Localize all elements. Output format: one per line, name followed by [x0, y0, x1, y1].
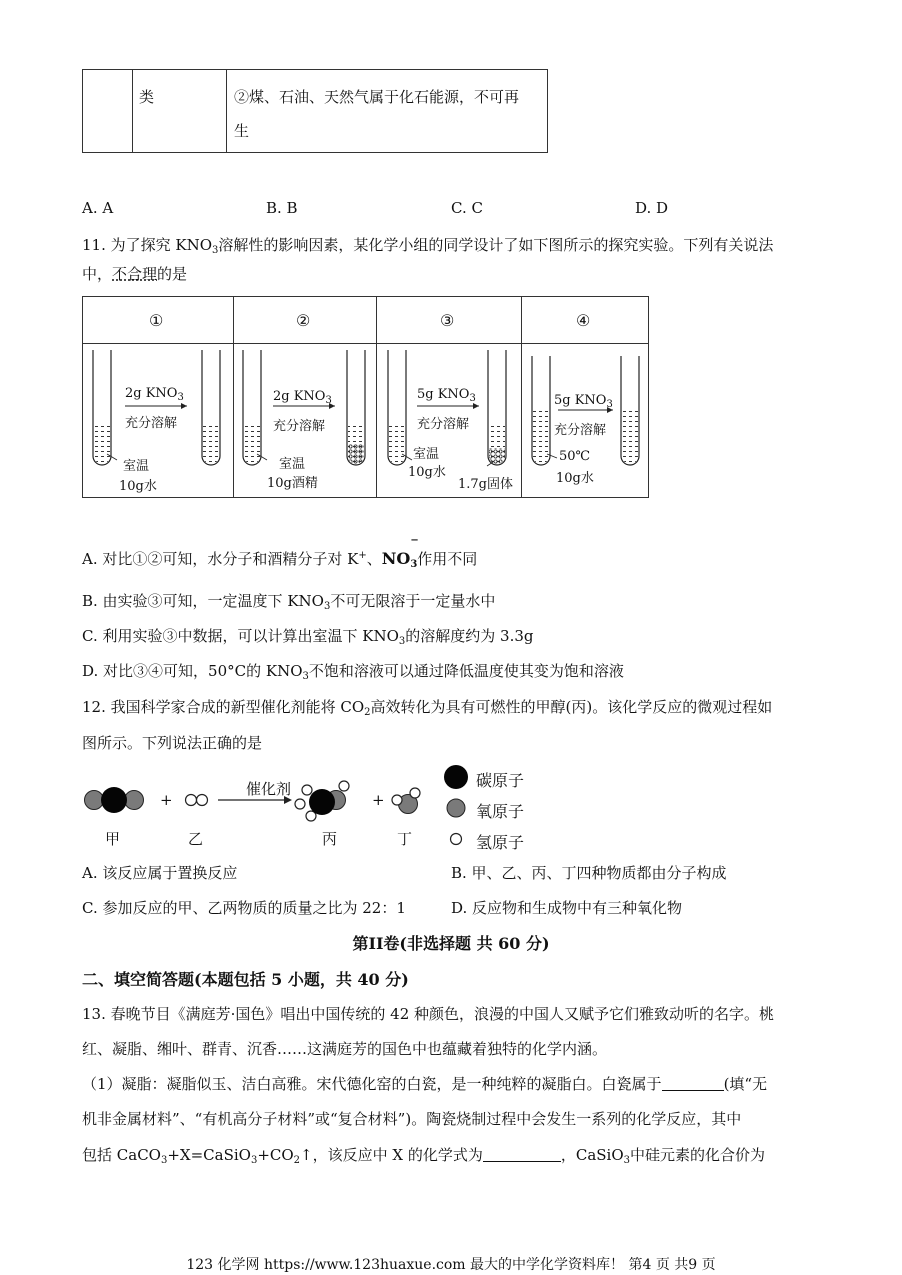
exp-header-3: ③	[440, 311, 455, 330]
top-table	[82, 69, 548, 153]
option-text: D. 对比③④可知，50°C的 KNO	[82, 662, 303, 680]
q13-text: 中硅元素的化合价为	[630, 1146, 766, 1164]
exp-result: 1.7g固体	[458, 477, 513, 492]
oxygen-atom-icon	[447, 799, 465, 817]
option-b[interactable]: B. B	[266, 199, 298, 217]
exp-reagent: 5g $KNO_3$	[554, 393, 613, 410]
test-tube-icon	[347, 350, 365, 465]
molecule-label: 丙	[322, 830, 338, 848]
option-c[interactable]: C. C	[451, 199, 483, 217]
q11-option-a[interactable]: A. 对比①②可知，水分子和酒精分子对 K+、$NO_3$ − 作用不同	[82, 535, 478, 570]
page-footer: 123 化学网 https://www.123huaxue.com 最大的中学化学资料库！ 第4 页 共9 页	[186, 1257, 716, 1273]
exp-condition: 10g水	[556, 471, 594, 486]
q13-line1: 13. 春晚节目《满庭芳·国色》唱出中国传统的 42 种颜色，浪漫的中国人又赋予它们雅致动听的名字。桃	[82, 1005, 775, 1023]
test-tube-icon	[488, 350, 506, 465]
q12-option-a[interactable]: A. 该反应属于置换反应	[82, 864, 238, 882]
option-text: A. 对比①②可知，水分子和酒精分子对 K	[82, 550, 359, 568]
test-tube-icon	[532, 356, 550, 465]
test-tube-icon	[388, 350, 406, 465]
reaction-diagram	[82, 760, 542, 852]
exp-condition: 10g水	[119, 479, 157, 494]
molecule-label: 丁	[397, 830, 413, 848]
option-text: 的溶解度约为 3.3g	[405, 627, 534, 645]
table-divider	[132, 70, 133, 152]
exp-condition: 10g水	[408, 465, 446, 480]
exp-condition: 50℃	[559, 449, 591, 464]
option-text: 、	[366, 550, 382, 568]
catalyst-label: 催化剂	[246, 780, 292, 798]
molecule-label: 乙	[188, 830, 204, 848]
exp-condition: 10g酒精	[267, 476, 318, 491]
section-heading: 二、填空简答题(本题包括 5 小题，共 40 分)	[82, 970, 409, 989]
option-text: 不饱和溶液可以通过降低温度使其变为饱和溶液	[308, 662, 624, 680]
q13-text: 包括 CaCO	[82, 1146, 161, 1164]
emphasis-text: 不合理	[112, 265, 158, 283]
hydrogen-atom-icon	[451, 834, 462, 845]
volume-title: 第II卷(非选择题 共 60 分)	[352, 934, 550, 953]
nitrate-formula: $NO_3$ −	[381, 535, 419, 570]
exp-action: 充分溶解	[273, 419, 326, 434]
option-text: 作用不同	[417, 550, 478, 568]
q11-stem-text: 溶解性的影响因素，某化学小组的同学设计了如下图所示的探究实验。下列有关说法	[218, 236, 774, 254]
q12-stem-text: 高效转化为具有可燃性的甲醇(丙)。该化学反应的微观过程如	[370, 698, 773, 716]
exp-header-1: ①	[149, 311, 164, 330]
exp-reagent-text: 5g KNO	[554, 393, 607, 408]
table-cell: 类	[139, 88, 155, 106]
q12-stem-line2: 图所示。下列说法正确的是	[82, 734, 263, 752]
option-text: B. 由实验③可知，一定温度下 KNO	[82, 592, 324, 610]
q11-stem-text: 的是	[157, 265, 188, 283]
exp-reagent: 5g $KNO_3$	[417, 387, 476, 404]
q12-option-c[interactable]: C. 参加反应的甲、乙两物质的质量之比为 22：1	[82, 899, 406, 917]
exp-action: 充分溶解	[125, 416, 178, 431]
carbon-atom-icon	[444, 765, 468, 789]
arrow-icon	[181, 403, 187, 409]
exp-reagent-text: 2g KNO	[125, 386, 178, 401]
legend-label: 氧原子	[476, 802, 525, 821]
h2o-molecule-icon	[392, 788, 420, 814]
q11-option-c[interactable]: C. 利用实验③中数据，可以计算出室温下 $KNO_3$的溶解度约为 3.3g	[82, 627, 534, 647]
q12-stem-line1: 12. 我国科学家合成的新型催化剂能将 $CO_2$高效转化为具有可燃性的甲醇(丙)。该化学反应的微观过程如	[82, 698, 773, 718]
q13-text: ，CaSiO	[560, 1146, 624, 1164]
q13-line2: 红、凝脂、缃叶、群青、沉香……这满庭芳的国色中也蕴藏着独特的化学内涵。	[82, 1040, 608, 1058]
q12-stem-text: 12. 我国科学家合成的新型催化剂能将 CO	[82, 698, 365, 716]
exp-action: 充分溶解	[554, 423, 607, 438]
q13-line4: 机非金属材料”、“有机高分子材料”或“复合材料”)。陶瓷烧制过程中会发生一系列的化学反应，其中	[82, 1110, 742, 1128]
q13-text: (填“无	[723, 1075, 768, 1093]
exp-condition: 室温	[279, 457, 306, 472]
answer-blank[interactable]	[483, 1147, 561, 1162]
experiment-table	[82, 296, 649, 498]
exp-header-2: ②	[296, 311, 311, 330]
exp-reagent-text: 5g KNO	[417, 387, 470, 402]
answer-blank[interactable]	[662, 1076, 724, 1091]
legend-label: 碳原子	[476, 771, 525, 790]
co2-molecule-icon	[85, 787, 144, 813]
exp-reagent-text: 2g KNO	[273, 389, 326, 404]
plus-sign: +	[160, 791, 173, 809]
test-tube-icon	[202, 350, 220, 465]
test-tube-icon	[621, 356, 639, 465]
exp-reagent: 2g $KNO_3$	[125, 386, 184, 403]
q11-stem-text: 中，	[82, 265, 113, 283]
exp-condition: 室温	[413, 447, 440, 462]
molecule-label: 甲	[105, 830, 121, 848]
q12-option-b[interactable]: B. 甲、乙、丙、丁四种物质都由分子构成	[451, 864, 727, 882]
q13-line3	[82, 1073, 767, 1094]
methanol-molecule-icon	[295, 781, 349, 821]
q13-text: ↑，该反应中 X 的化学式为	[300, 1146, 483, 1164]
q13-text: +X=CaSiO	[167, 1146, 251, 1164]
q12-option-d[interactable]: D. 反应物和生成物中有三种氧化物	[451, 899, 683, 917]
table-cell: 生	[234, 122, 250, 140]
exp-action: 充分溶解	[417, 417, 470, 432]
h2-molecule-icon	[186, 795, 208, 806]
q13-text: （1）凝脂：凝脂似玉、洁白高雅。宋代德化窑的白瓷，是一种纯粹的凝脂白。白瓷属于	[82, 1075, 662, 1093]
q11-option-b[interactable]: B. 由实验③可知，一定温度下 $KNO_3$不可无限溶于一定量水中	[82, 592, 496, 612]
exp-header-4: ④	[576, 311, 591, 330]
q11-stem-text: 11. 为了探究 KNO	[82, 236, 213, 254]
exp-condition: 室温	[123, 459, 150, 474]
option-d[interactable]: D. D	[635, 199, 669, 217]
option-text: 不可无限溶于一定量水中	[330, 592, 496, 610]
option-text: C. 利用实验③中数据，可以计算出室温下 KNO	[82, 627, 399, 645]
table-divider	[226, 70, 227, 152]
option-text: NO	[381, 549, 411, 568]
q11-stem-line2	[82, 263, 187, 284]
exp-reagent: 2g $KNO_3$	[273, 389, 332, 406]
q13-line5: 包括 $CaCO_3+X=CaSiO_3+CO_2↑$，该反应中 X 的化学式为 ，CaSiO$_3$中硅元素的化合价为	[82, 1146, 766, 1166]
test-tube-icon	[93, 350, 111, 465]
plus-sign: +	[372, 791, 385, 809]
option-a[interactable]: A. A	[82, 199, 114, 217]
q11-stem-line1: 11. 为了探究 $KNO_3$溶解性的影响因素，某化学小组的同学设计了如下图所示的探究实验。下列有关说法	[82, 236, 774, 256]
legend-label: 氢原子	[476, 833, 525, 852]
table-cell: ②煤、石油、天然气属于化石能源，不可再	[234, 88, 520, 106]
q11-option-d[interactable]: D. 对比③④可知，50°C的 $KNO_3$不饱和溶液可以通过降低温度使其变为饱和溶液	[82, 662, 624, 682]
test-tube-icon	[243, 350, 261, 465]
q13-text: +CO	[257, 1146, 294, 1164]
